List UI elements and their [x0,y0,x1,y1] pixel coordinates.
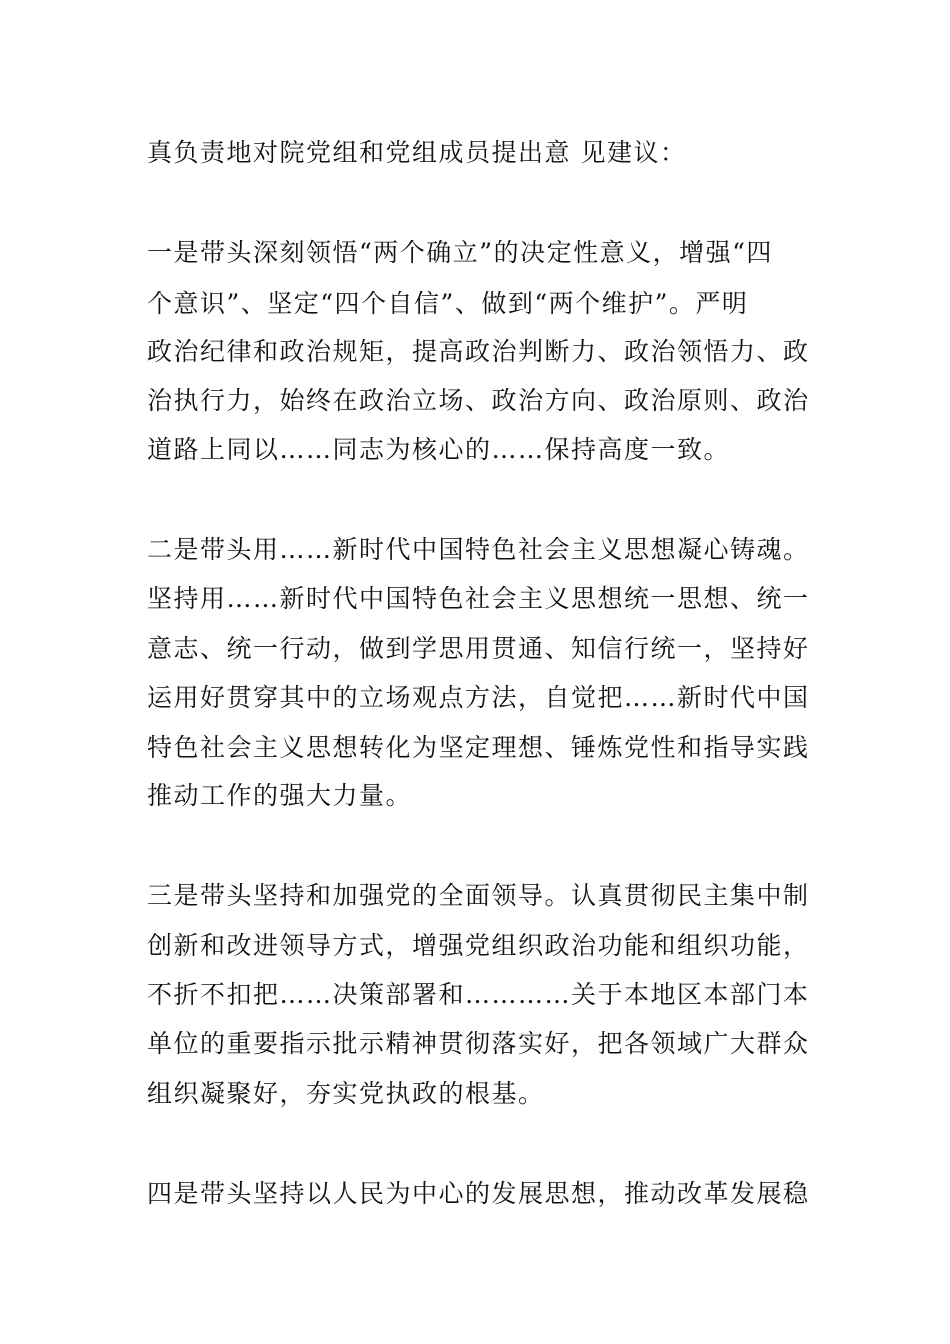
paragraph-line: 四是带头坚持以人民为中心的发展思想，推动改革发展稳 [147,1179,810,1208]
paragraph-line: 三是带头坚持和加强党的全面领导。认真贯彻民主集中制 [147,881,810,910]
paragraph-line: 一是带头深刻领悟“两个确立”的决定性意义，增强“四 [147,238,773,267]
paragraph-line: 不折不扣把……决策部署和…………关于本地区本部门本 [147,980,810,1009]
paragraph-line: 道路上同以……同志为核心的……保持高度一致。 [147,435,731,464]
paragraph-line: 组织凝聚好，夯实党执政的根基。 [147,1079,545,1108]
paragraph-line: 治执行力，始终在政治立场、政治方向、政治原则、政治 [147,386,810,415]
paragraph-line: 创新和改进领导方式，增强党组织政治功能和组织功能， [147,931,810,960]
paragraph-line: 单位的重要指示批示精神贯彻落实好，把各领域广大群众 [147,1029,810,1058]
paragraph-line: 运用好贯穿其中的立场观点方法，自觉把……新时代中国 [147,683,810,712]
paragraph-line: 政治纪律和政治规矩，提高政治判断力、政治领悟力、政 [147,337,810,366]
paragraph-line: 意志、统一行动，做到学思用贯通、知信行统一，坚持好 [147,634,810,663]
intro-line: 真负责地对院党组和党组成员提出意 见建议： [147,138,687,167]
paragraph-line: 坚持用……新时代中国特色社会主义思想统一思想、统一 [147,584,810,613]
paragraph-line: 推动工作的强大力量。 [147,781,413,810]
paragraph-line: 二是带头用……新时代中国特色社会主义思想凝心铸魂。 [147,535,810,564]
paragraph-line: 特色社会主义思想转化为坚定理想、锤炼党性和指导实践 [147,733,810,762]
paragraph-line: 个意识”、坚定“四个自信”、做到“两个维护”。严明 [147,289,749,318]
